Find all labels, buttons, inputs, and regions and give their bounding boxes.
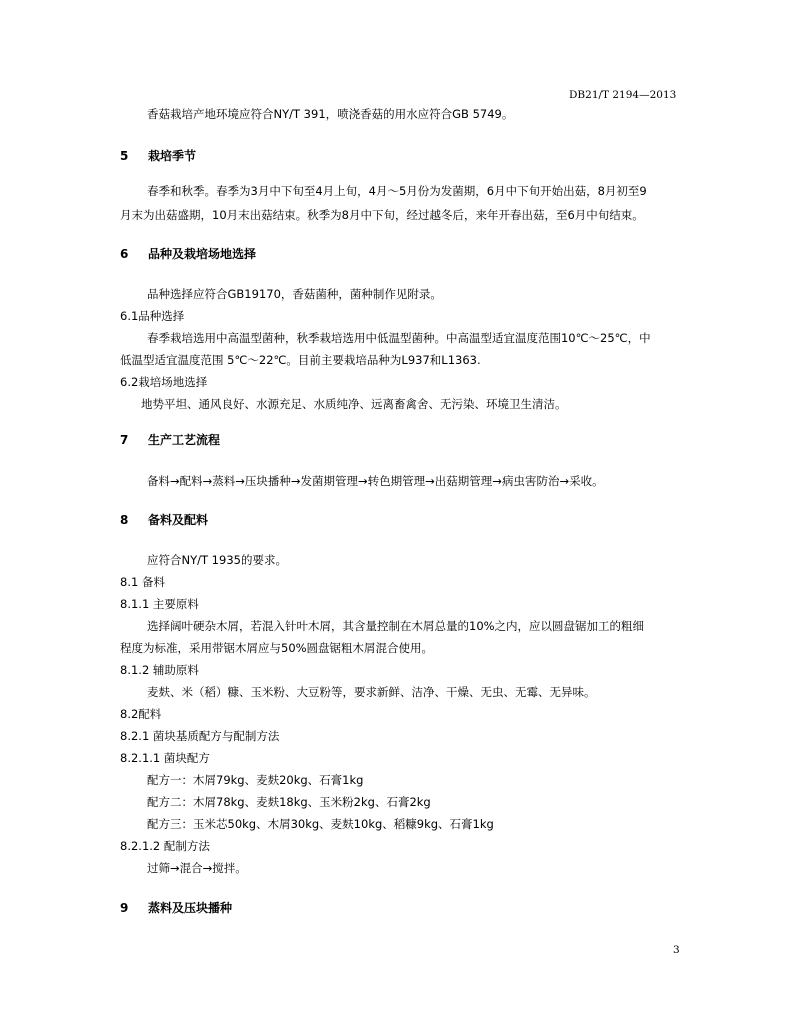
section-number: 6 <box>120 247 129 261</box>
formula-3: 配方三：玉米芯50kg、木屑30kg、麦麸10kg、稻糠9kg、石膏1kg <box>147 817 494 831</box>
section-8-heading <box>120 513 208 528</box>
subsection-8-2-1-2-heading: 8.2.1.2 配制方法 <box>120 839 210 853</box>
section-title: 蒸料及压块播种 <box>148 901 233 915</box>
section-5-heading <box>120 149 196 164</box>
section-title: 栽培季节 <box>148 149 197 163</box>
section-number: 9 <box>120 901 129 915</box>
paragraph-line: 低温型适宜温度范围 5℃～22℃。目前主要栽培品种为L937和L1363. <box>120 353 481 367</box>
subsection-8-2-1-1-heading: 8.2.1.1 菌块配方 <box>120 751 210 765</box>
paragraph-line: 月末为出菇盛期，10月末出菇结束。秋季为8月中下旬，经过越冬后，来年开春出菇，至6月中旬结束。 <box>120 208 644 222</box>
subsection-6-2-heading: 6.2栽培场地选择 <box>120 375 208 389</box>
paragraph-line: 程度为标准，采用带锯木屑应与50%圆盘锯粗木屑混合使用。 <box>120 641 434 655</box>
formula-2: 配方二：木屑78kg、麦麸18kg、玉米粉2kg、石膏2kg <box>147 795 431 809</box>
section-9-heading <box>120 901 232 916</box>
paragraph-line: 地势平坦、通风良好、水源充足、水质纯净、远离畜禽舍、无污染、环境卫生清洁。 <box>141 397 567 411</box>
subsection-6-1-heading: 6.1品种选择 <box>120 309 185 323</box>
paragraph-line: 应符合NY/T 1935的要求。 <box>147 553 287 567</box>
section-title: 品种及栽培场地选择 <box>148 247 257 261</box>
subsection-8-1-1-heading: 8.1.1 主要原料 <box>120 597 199 611</box>
document-number: DB21/T 2194—2013 <box>569 89 677 101</box>
paragraph-line: 品种选择应符合GB19170，香菇菌种，菌种制作见附录。 <box>147 287 442 301</box>
formula-1: 配方一：木屑79kg、麦麸20kg、石膏1kg <box>147 773 364 787</box>
section-7-heading <box>120 433 220 448</box>
paragraph-line: 选择阔叶硬杂木屑，若混入针叶木屑，其含量控制在木屑总量的10%之内，应以圆盘锯加工的粗细 <box>147 619 645 633</box>
paragraph-line: 春季栽培选用中高温型菌种，秋季栽培选用中低温型菌种。中高温型适宜温度范围10℃～25℃，中 <box>147 331 651 345</box>
section-title: 生产工艺流程 <box>148 433 221 447</box>
paragraph-line: 麦麸、米（稻）糠、玉米粉、大豆粉等，要求新鲜、洁净、干燥、无虫、无霉、无异味。 <box>147 685 596 699</box>
section-6-heading <box>120 247 256 262</box>
page-number: 3 <box>673 944 680 956</box>
section-title: 备料及配料 <box>148 513 209 527</box>
subsection-8-1-2-heading: 8.1.2 辅助原料 <box>120 663 199 677</box>
section-number: 8 <box>120 513 129 527</box>
section-number: 5 <box>120 149 129 163</box>
process-flow: 备料→配料→蒸料→压块播种→发菌期管理→转色期管理→出菇期管理→病虫害防治→采收。 <box>147 474 604 488</box>
subsection-8-1-heading: 8.1 备料 <box>120 575 165 589</box>
paragraph-environment: 香菇栽培产地环境应符合NY/T 391，喷浇香菇的用水应符合GB 5749。 <box>147 107 514 121</box>
paragraph-line: 春季和秋季。春季为3月中下旬至4月上旬，4月～5月份为发菌期，6月中下旬开始出菇，8月初至9 <box>147 184 647 198</box>
paragraph-line: 过筛→混合→搅拌。 <box>147 861 247 875</box>
section-number: 7 <box>120 433 129 447</box>
subsection-8-2-1-heading: 8.2.1 菌块基质配方与配制方法 <box>120 729 280 743</box>
subsection-8-2-heading: 8.2配料 <box>120 707 162 721</box>
